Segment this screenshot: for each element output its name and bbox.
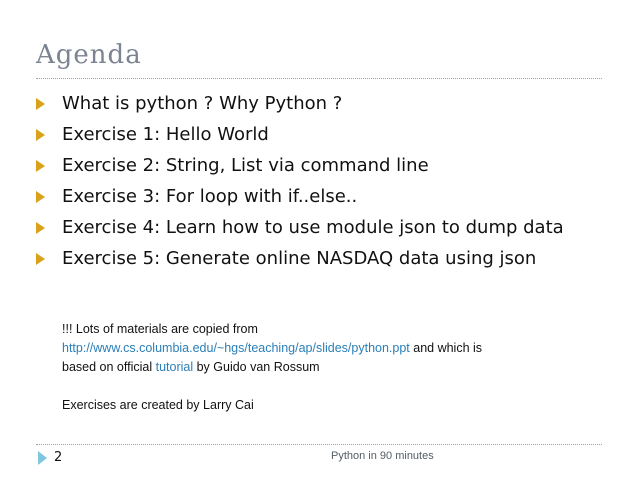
note-line [62, 339, 582, 358]
note-text: by Guido van Rossum [193, 360, 320, 374]
list-item [36, 212, 564, 243]
list-item [36, 150, 564, 181]
note-line: Exercises are created by Larry Cai [62, 398, 254, 412]
slide-title: Agenda [36, 40, 142, 70]
python-ppt-link[interactable]: http://www.cs.columbia.edu/~hgs/teaching/ap/slides/python.ppt [62, 341, 410, 355]
footer-divider [36, 444, 602, 445]
list-item-text: Exercise 5: Generate online NASDAQ data using json [62, 248, 537, 269]
tutorial-link[interactable]: tutorial [155, 360, 194, 374]
footer-title: Python in 90 minutes [331, 450, 434, 462]
bullet-arrow-icon [36, 129, 45, 141]
page-number: 2 [54, 450, 63, 465]
bullet-arrow-icon [36, 160, 45, 172]
list-item [36, 119, 564, 150]
list-item [36, 243, 564, 274]
note-spacer [62, 377, 582, 396]
credits-note [62, 320, 582, 415]
list-item [36, 181, 564, 212]
note-text: and which is [409, 341, 483, 355]
title-divider [36, 78, 602, 79]
note-line: !!! Lots of materials are copied from [62, 322, 258, 336]
bullet-arrow-icon [36, 222, 45, 234]
list-item-text: Exercise 2: String, List via command line [62, 155, 429, 176]
list-item-text: Exercise 3: For loop with if..else.. [62, 186, 358, 207]
agenda-list [36, 88, 564, 274]
list-item-text: Exercise 4: Learn how to use module json to dump data [62, 217, 564, 238]
bullet-arrow-icon [36, 191, 45, 203]
list-item-text: What is python ? Why Python ? [62, 93, 343, 114]
note-text: based on official [62, 360, 156, 374]
bullet-arrow-icon [36, 98, 45, 110]
list-item-text: Exercise 1: Hello World [62, 124, 269, 145]
footer-arrow-icon [38, 451, 47, 465]
bullet-arrow-icon [36, 253, 45, 265]
list-item [36, 88, 564, 119]
note-line [62, 358, 582, 377]
